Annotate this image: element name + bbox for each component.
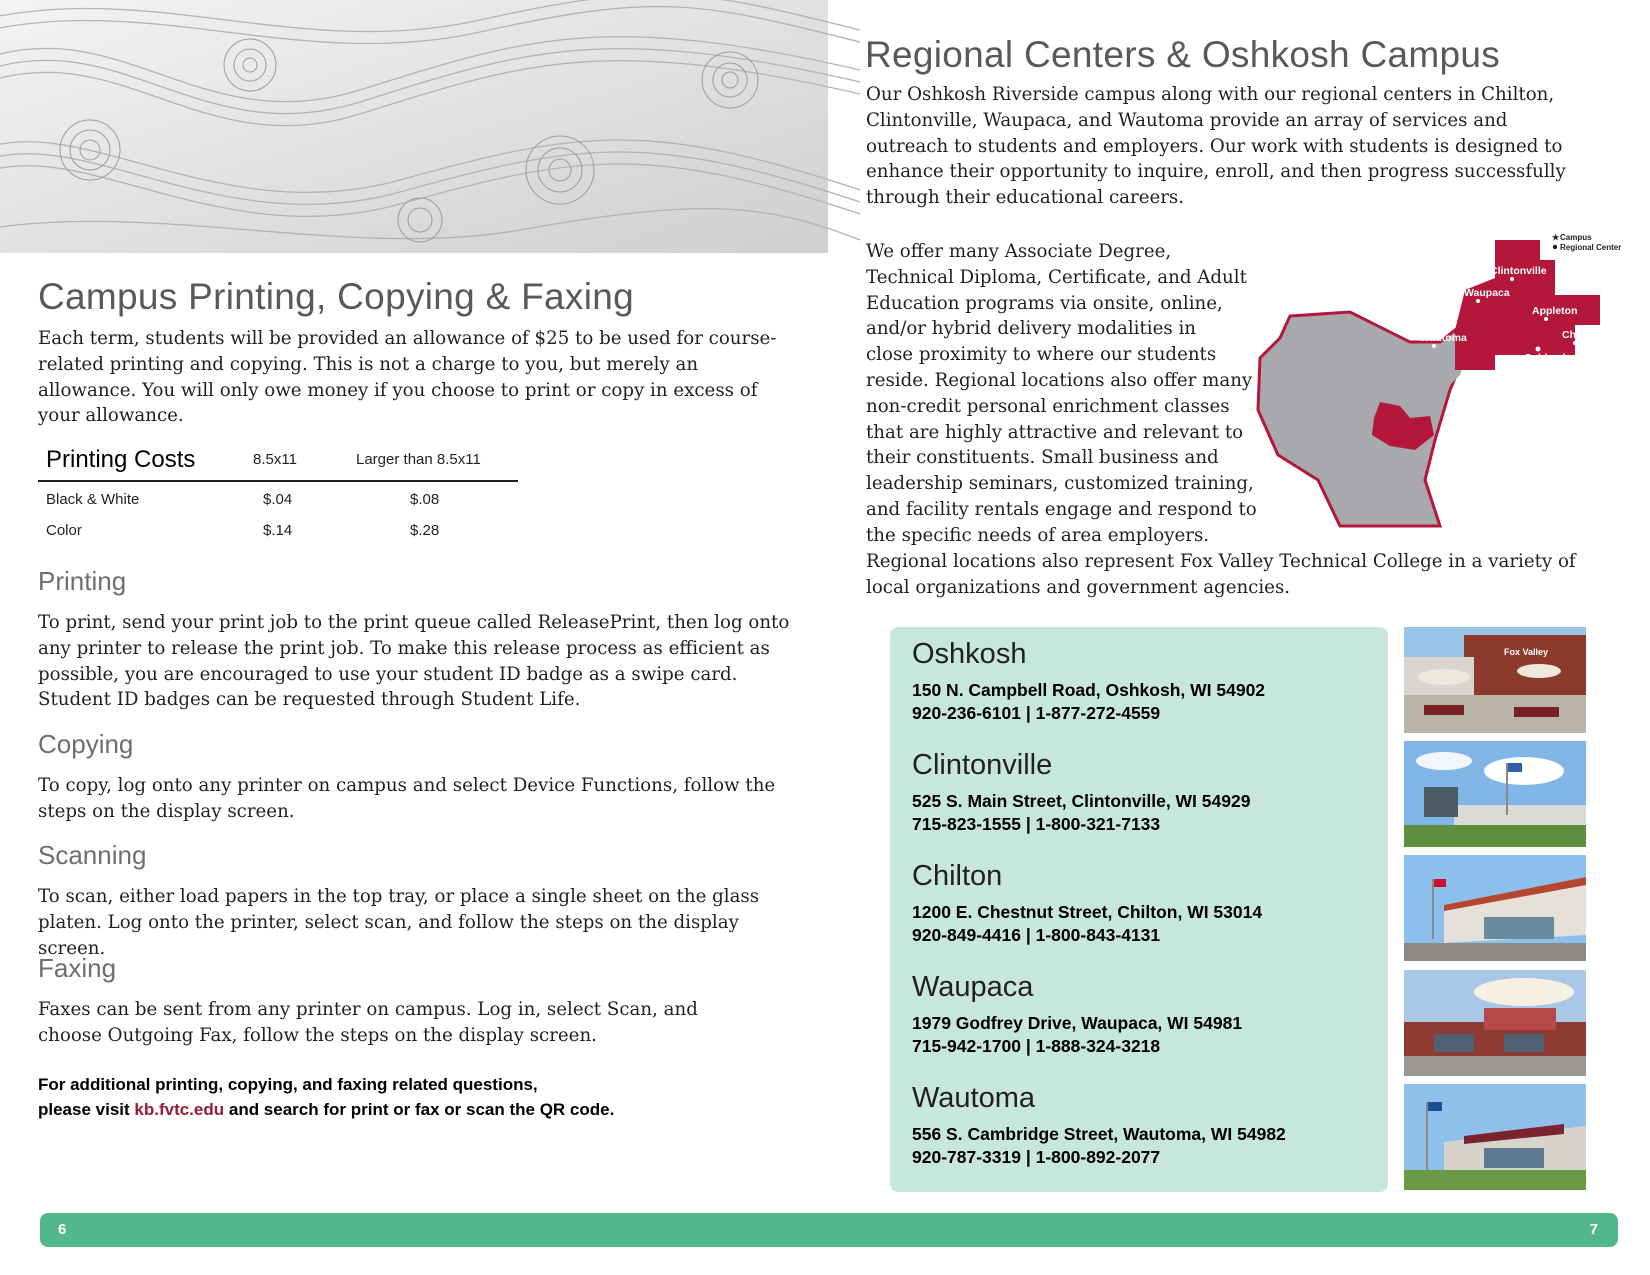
district-region-shape: [1455, 240, 1600, 370]
district-map: [1250, 230, 1622, 530]
section-heading-printing: Printing: [38, 566, 127, 596]
map-label-waupaca: Waupaca: [1464, 287, 1510, 299]
location-name: Oshkosh: [912, 638, 1027, 670]
location-address: 556 S. Cambridge Street, Wautoma, WI 54982: [912, 1124, 1286, 1144]
section-text-scanning: To scan, either load papers in the top tray, or place a single sheet on the glass platen. Log onto the printer, select scan, and follow the steps on the display screen.: [38, 886, 760, 959]
section-heading-faxing: Faxing: [38, 953, 117, 983]
additional-help-note: [38, 1072, 778, 1122]
right-page-title: Regional Centers & Oshkosh Campus: [865, 34, 1501, 75]
map-label-clintonville: Clintonville: [1490, 265, 1547, 277]
kb-link[interactable]: kb.fvtc.edu: [134, 1100, 225, 1119]
row-value-larger: $.28: [410, 522, 440, 539]
campus-sign-text: Fox Valley: [1504, 647, 1549, 657]
location-name: Wautoma: [912, 1082, 1036, 1114]
location-oshkosh: [912, 637, 1382, 725]
location-address: 1200 E. Chestnut Street, Chilton, WI 53014: [912, 902, 1263, 922]
legend-regional-center: Regional Center: [1560, 243, 1622, 252]
left-page-title: Campus Printing, Copying & Faxing: [38, 276, 635, 317]
programs-paragraph: We offer many Associate Degree, Technical Diploma, Certificate, and Adult Education programs via onsite, online, and/or hybrid delivery modalities in close proximity to where our students reside. Regional locations also offer many non-credit personal enrichment classes that are highly attractive and relevant to their constituents. Small business and leadership seminars, customized training, and facility rentals engage and respond to the specific needs of area employers.: [866, 241, 1257, 546]
printing-costs-table: [38, 442, 518, 544]
map-label-appleton: Appleton: [1532, 305, 1578, 317]
location-phone: 920-236-6101 | 1-877-272-4559: [912, 703, 1161, 723]
column-header-letter: 8.5x11: [253, 451, 297, 468]
footer-bar: [40, 1213, 1618, 1247]
row-label: Color: [46, 522, 82, 539]
location-name: Waupaca: [912, 971, 1034, 1003]
photo-chilton-center: [1404, 855, 1586, 961]
location-waupaca: [912, 970, 1382, 1058]
representation-paragraph: Regional locations also represent Fox Valley Technical College in a variety of local organizations and government agencies.: [866, 551, 1576, 598]
keyword-fax: fax: [414, 1100, 440, 1119]
section-heading-scanning: Scanning: [38, 840, 147, 870]
location-phone: 715-942-1700 | 1-888-324-3218: [912, 1036, 1161, 1056]
photo-waupaca-center: [1404, 970, 1586, 1076]
table-header-row: [38, 442, 518, 482]
row-value-letter: $.14: [263, 522, 293, 539]
page-number-left: 6: [58, 1221, 67, 1238]
section-text-faxing: Faxes can be sent from any printer on campus. Log in, select Scan, and choose Outgoing Fax, follow the steps on the display screen.: [38, 999, 698, 1046]
photo-clintonville-center: [1404, 741, 1586, 847]
section-heading-copying: Copying: [38, 729, 134, 759]
table-title: Printing Costs: [46, 446, 196, 473]
location-phone: 920-787-3319 | 1-800-892-2077: [912, 1147, 1161, 1167]
location-address: 1979 Godfrey Drive, Waupaca, WI 54981: [912, 1013, 1243, 1033]
location-phone: 920-849-4416 | 1-800-843-4131: [912, 925, 1161, 945]
table-row: [38, 482, 518, 513]
location-name: Clintonville: [912, 749, 1053, 781]
section-text-printing: To print, send your print job to the print queue called ReleasePrint, then log onto any printer to release the print job. To make this release process as efficient as possible, you are encouraged to use your student ID badge as a swipe card. Student ID badges can be requested through Student Life.: [38, 612, 790, 711]
section-text-copying: To copy, log onto any printer on campus and select Device Functions, follow the steps on the display screen.: [38, 775, 776, 822]
printing-allowance-intro: Each term, students will be provided an allowance of $25 to be used for course-related printing and copying. This is not a charge to you, but merely an allowance. You will only owe money if you choose to print or copy in excess of your allowance.: [38, 328, 777, 427]
location-address: 150 N. Campbell Road, Oshkosh, WI 54902: [912, 680, 1266, 700]
row-value-larger: $.08: [410, 491, 440, 508]
location-wautoma: [912, 1081, 1382, 1169]
dot-icon: [1553, 245, 1557, 249]
location-name: Chilton: [912, 860, 1003, 892]
map-label-chilton: Chilton: [1562, 329, 1599, 341]
location-clintonville: [912, 748, 1382, 836]
location-chilton: [912, 859, 1382, 947]
legend-campus: Campus: [1560, 233, 1592, 242]
location-address: 525 S. Main Street, Clintonville, WI 54929: [912, 791, 1251, 811]
star-icon: ★: [1552, 233, 1560, 242]
help-note-line1: For additional printing, copying, and faxing related questions,: [38, 1075, 538, 1094]
hero-paper-image: [0, 0, 828, 253]
photo-oshkosh-campus: [1404, 627, 1586, 733]
column-header-larger: Larger than 8.5x11: [356, 451, 481, 468]
map-label-wautoma: Wautoma: [1420, 332, 1467, 344]
photo-wautoma-center: [1404, 1084, 1586, 1190]
location-phone: 715-823-1555 | 1-800-321-7133: [912, 814, 1161, 834]
help-note-line2: please visit kb.fvtc.edu and search for print or fax or scan the QR code.: [38, 1100, 615, 1119]
table-row: [38, 513, 518, 544]
keyword-print: print: [350, 1100, 389, 1119]
regional-intro-paragraph: Our Oshkosh Riverside campus along with our regional centers in Chilton, Clintonville, Waupaca, and Wautoma provide an array of services and outreach to students and employers. Our work with students is designed to enhance their opportunity to inquire, enroll, and then progress successfully through their educational careers.: [866, 84, 1566, 209]
row-value-letter: $.04: [263, 491, 293, 508]
map-label-oshkosh: Oshkosh: [1524, 352, 1569, 364]
page-number-right: 7: [1589, 1221, 1598, 1238]
row-label: Black & White: [46, 491, 140, 508]
locations-panel: [890, 627, 1388, 1192]
